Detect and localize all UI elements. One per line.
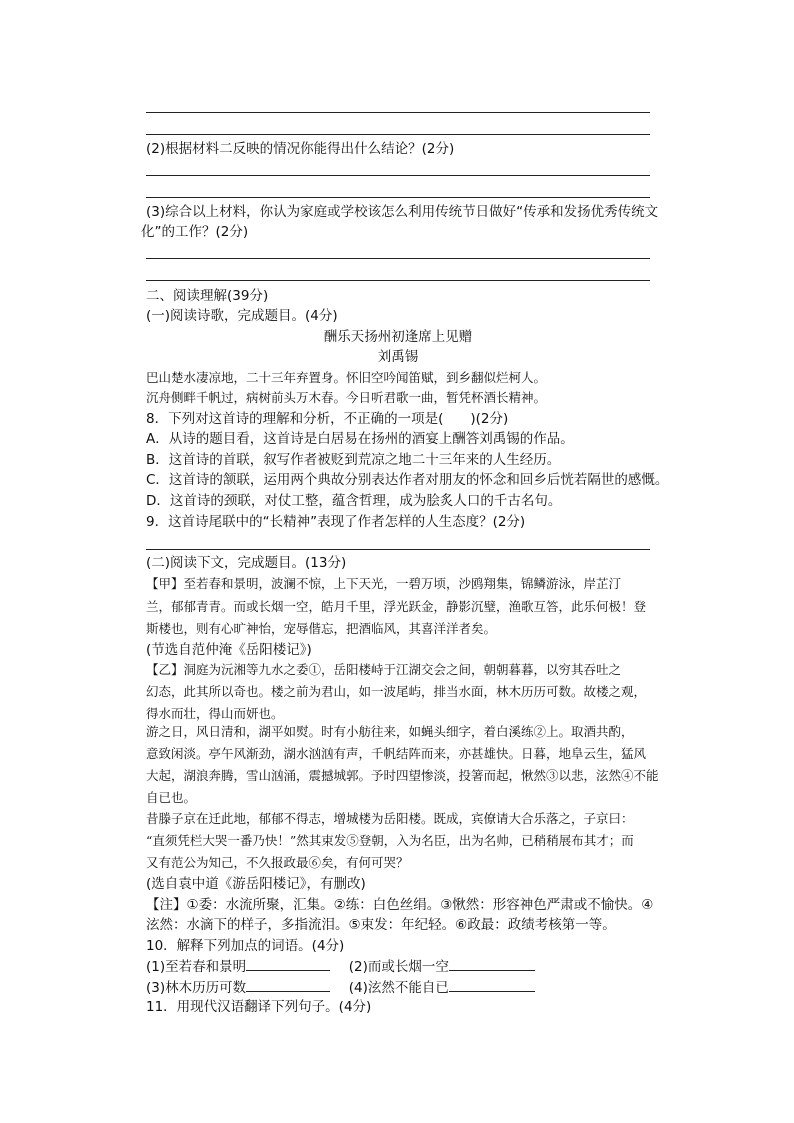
question-10-stem: 10．解释下列加点的词语。(4分) xyxy=(146,938,345,954)
question-11-stem: 11．用现代汉语翻译下列句子。(4分) xyxy=(146,999,372,1015)
question-10-row xyxy=(146,977,650,998)
answer-blank[interactable] xyxy=(246,977,330,992)
question-2: (2)根据材料二反映的情况你能得出什么结论？(2分) xyxy=(146,141,455,157)
answer-line[interactable] xyxy=(146,175,650,176)
poem-line: 巴山楚水凄凉地，二十三年弃置身。怀旧空吟闻笛赋，到乡翻似烂柯人。 xyxy=(146,370,547,385)
poem-author: 刘禹锡 xyxy=(377,349,419,365)
passage-jia-line: 兰，郁郁青青。而或长烟一空，皓月千里，浮光跃金，静影沉璧，渔歌互答，此乐何极！登 xyxy=(146,599,647,614)
passage-jia-line: 斯楼也，则有心旷神怡，宠辱偕忘，把酒临风，其喜洋洋者矣。 xyxy=(146,621,497,636)
passage-yi-line: 昔滕子京在迁此地，郁郁不得志，增城楼为岳阳楼。既成，宾僚请大合乐落之，子京曰： xyxy=(146,811,634,826)
passage-yi-line: “直须凭栏大哭一番乃快！”然其束发⑤登朝，入为名臣，出为名帅，已稍稍展布其才；而 xyxy=(146,833,634,848)
question-3-line2: 化”的工作？(2分) xyxy=(141,224,249,240)
answer-line[interactable] xyxy=(146,197,650,198)
answer-blank[interactable] xyxy=(449,956,535,971)
answer-blank[interactable] xyxy=(246,956,330,971)
item-text: (2)而或长烟一空 xyxy=(348,959,449,975)
answer-line[interactable] xyxy=(146,258,650,259)
passage-yi-line: 幻态，此其所以奇也。楼之前为君山，如一波尾屿，排当水面，林木历历可数。故楼之观， xyxy=(146,684,647,699)
subsection-title: (一)阅读诗歌，完成题目。(4分) xyxy=(146,308,338,324)
passage-yi-line: 自已也。 xyxy=(146,790,197,805)
answer-line[interactable] xyxy=(146,280,650,281)
passage-yi-line: 又有范公为知己，不久报政最⑥矣，有何可哭？ xyxy=(146,855,409,870)
question-8-stem: 8．下列对这首诗的理解和分析，不正确的一项是( )(2分) xyxy=(146,411,509,427)
passage-yi-line: 【乙】洞庭为沅湘等九水之委①，岳阳楼峙于江湖交会之间，朝朝暮暮，以穷其吞吐之 xyxy=(146,662,622,677)
question-10-row xyxy=(146,956,650,977)
item-text: (1)至若春和景明 xyxy=(146,959,247,975)
answer-line[interactable] xyxy=(146,134,650,135)
question-9: 9．这首诗尾联中的“长精神”表现了作者怎样的人生态度？(2分) xyxy=(146,514,526,530)
subsection-title: (二)阅读下文，完成题目。(13分) xyxy=(146,555,347,571)
note-line: 【注】①委：水流所聚，汇集。②练：白色丝绢。③愀然：形容神色严肃或不愉快。④ xyxy=(146,897,654,913)
passage-yi-source: (选自袁中道《游岳阳楼记》，有删改) xyxy=(146,876,366,892)
item-text: (3)林木历历可数 xyxy=(146,980,247,996)
passage-jia-line: 【甲】至若春和景明，波澜不惊，上下天光，一碧万顷，沙鸥翔集，锦鳞游泳，岸芷汀 xyxy=(146,576,622,591)
passage-jia-source: (节选自范仲淹《岳阳楼记》) xyxy=(146,642,312,658)
note-line: 泫然：水滴下的样子，多指流泪。⑤束发：年纪轻。⑥政最：政绩考核第一等。 xyxy=(146,917,616,933)
passage-yi-line: 大起，湖浪奔腾，雪山汹涌，震撼城郭。予时四望惨淡，投箸而起，愀然③以悲，泫然④不能 xyxy=(146,768,659,783)
option-b: B．这首诗的首联，叙写作者被贬到荒凉之地二十三年来的人生经历。 xyxy=(146,452,561,468)
answer-blank[interactable] xyxy=(449,977,535,992)
poem-title: 酬乐天扬州初逢席上见赠 xyxy=(323,329,473,345)
option-a: A．从诗的题目看，这首诗是白居易在扬州的酒宴上酬答刘禹锡的作品。 xyxy=(146,431,574,447)
section-title: 二、阅读理解(39分) xyxy=(146,288,269,304)
question-3-line1: (3)综合以上材料，你认为家庭或学校该怎么利用传统节日做好“传承和发扬优秀传统文 xyxy=(146,204,659,220)
item-text: (4)泫然不能自已 xyxy=(348,980,449,996)
passage-yi-line: 意致闲淡。亭午风渐劲，湖水汹汹有声，千帆结阵而来，亦甚雄快。日暮，地阜云生，猛风 xyxy=(146,746,647,761)
option-c: C．这首诗的颔联，运用两个典故分别表达作者对朋友的怀念和回乡后恍若隔世的感慨。 xyxy=(146,472,669,488)
option-d: D．这首诗的颈联，对仗工整，蕴含哲理，成为脍炙人口的千古名句。 xyxy=(146,493,562,509)
answer-line[interactable] xyxy=(146,549,650,550)
answer-line[interactable] xyxy=(146,112,650,113)
passage-yi-line: 得水而壮，得山而妍也。 xyxy=(146,706,284,721)
passage-yi-line: 游之日，风日清和，湖平如熨。时有小舫往来，如蝇头细字，着白溪练②上。取酒共酌， xyxy=(146,724,634,739)
poem-line: 沉舟侧畔千帆过，病树前头万木春。今日听君歌一曲，暂凭杯酒长精神。 xyxy=(146,390,547,405)
